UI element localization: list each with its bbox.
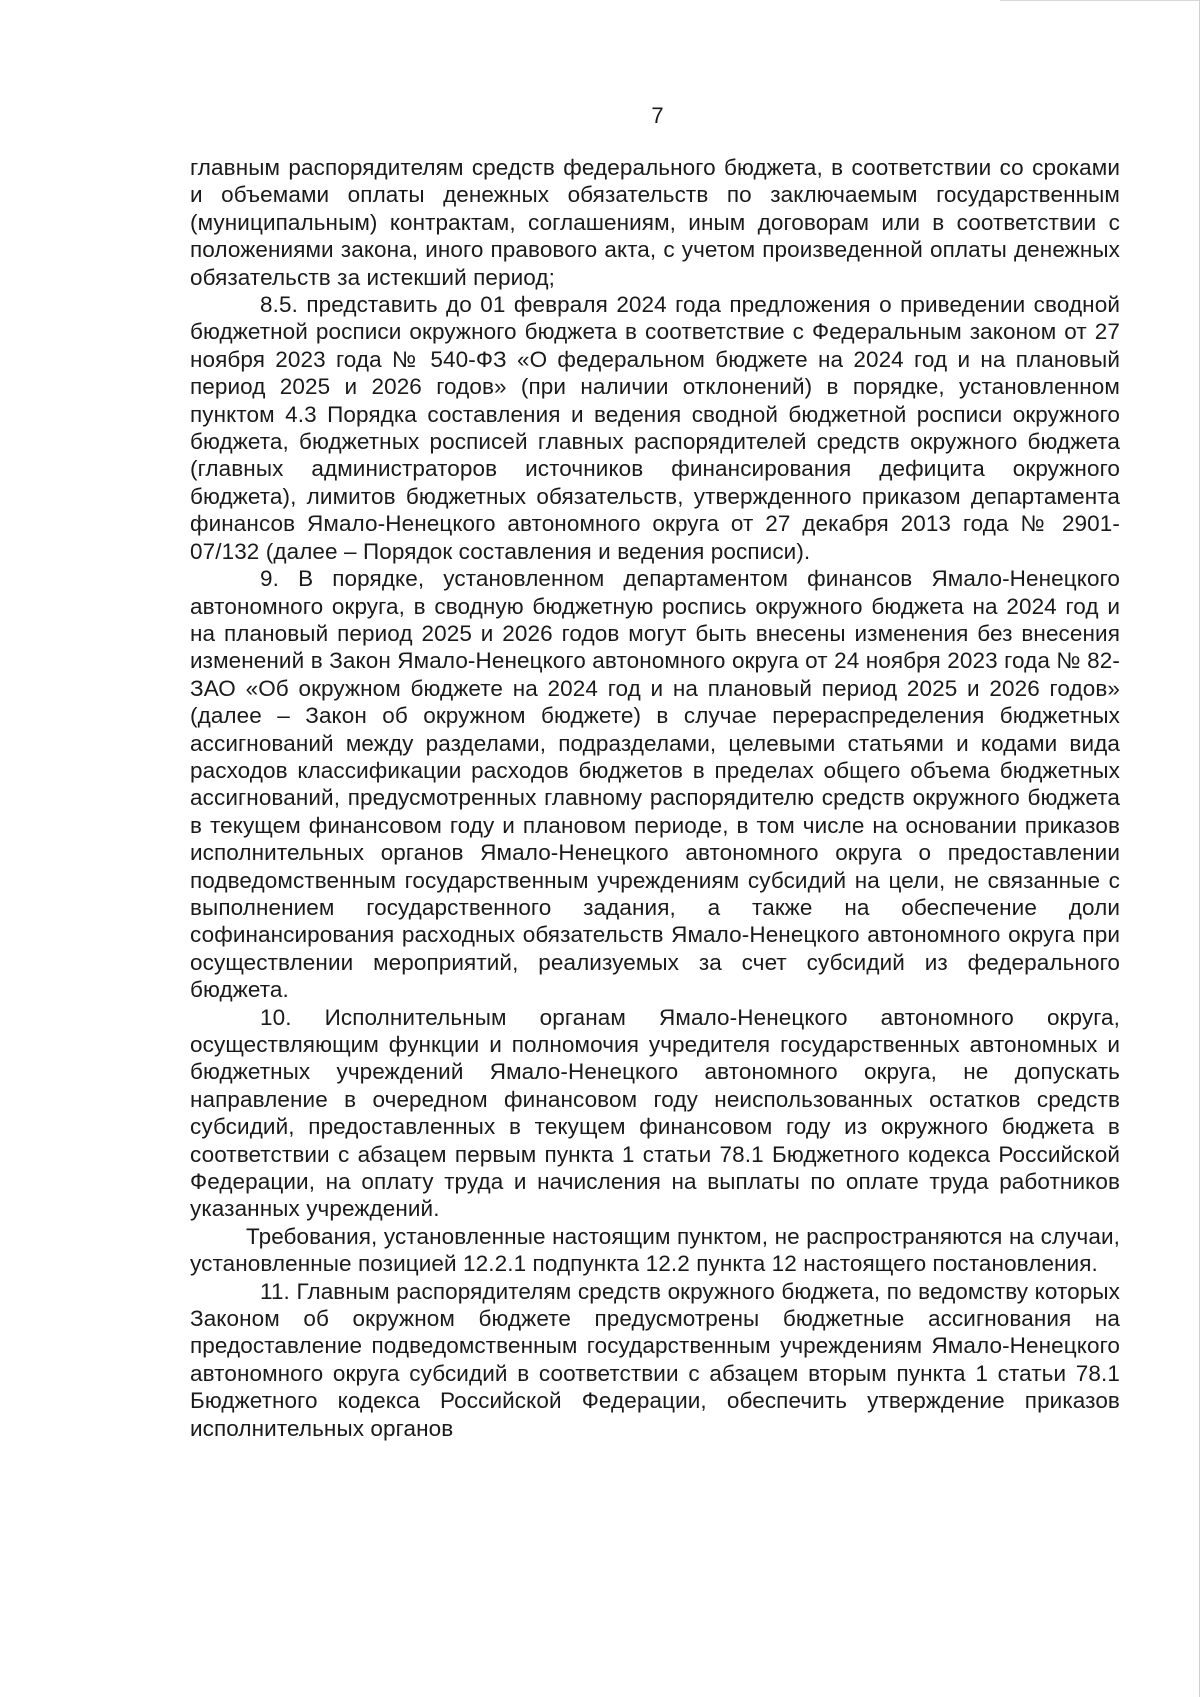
scan-edge-top bbox=[1000, 0, 1200, 1]
paragraph-10: 10. Исполнительным органам Ямало-Ненецкого автономного округа, осуществляющим функции и полномочия учредителя государственных автономных и бюджетных учреждений Ямало-Ненецкого автономного округа, не допускать направление в очередном финансовом году неиспользованных остатков средств субсидий, предоставленных в текущем финансовом году из окружного бюджета в соответствии с абзацем первым пункта 1 статьи 78.1 Бюджетного кодекса Российской Федерации, на оплату труда и начисления на выплаты по оплате труда работников указанных учреждений. bbox=[190, 1004, 1120, 1222]
document-body bbox=[190, 154, 1120, 1442]
paragraph-9: 9. В порядке, установленном департаментом финансов Ямало-Ненецкого автономного округа, в сводную бюджетную роспись окружного бюджета на 2024 год и на плановый период 2025 и 2026 годов могут быть внесены изменения без внесения изменений в Закон Ямало-Ненецкого автономного округа от 24 ноября 2023 года № 82-ЗАО «Об окружном бюджете на 2024 год и на плановый период 2025 и 2026 годов» (далее – Закон об окружном бюджете) в случае перераспределения бюджетных ассигнований между разделами, подразделами, целевыми статьями и кодами вида расходов классификации расходов бюджетов в пределах общего объема бюджетных ассигнований, предусмотренных главному распорядителю средств окружного бюджета в текущем финансовом году и плановом периоде, в том числе на основании приказов исполнительных органов Ямало-Ненецкого автономного округа о предоставлении подведомственным государственным учреждениям субсидий на цели, не связанные с выполнением государственного задания, а также на обеспечение доли софинансирования расходных обязательств Ямало-Ненецкого автономного округа при осуществлении мероприятий, реализуемых за счет субсидий из федерального бюджета. bbox=[190, 566, 1120, 1003]
paragraph-continuation: главным распорядителям средств федерального бюджета, в соответствии со сроками и объемами оплаты денежных обязательств по заключаемым государственным (муниципальным) контрактам, соглашениям, иным договорам или в соответствии с положениями закона, иного правового акта, с учетом произведенной оплаты денежных обязательств за истекший период; bbox=[190, 155, 1120, 290]
page-number: 7 bbox=[651, 103, 664, 128]
paragraph-8-5: 8.5. представить до 01 февраля 2024 года предложения о приведении сводной бюджетной росписи окружного бюджета в соответствие с Федеральным законом от 27 ноября 2023 года № 540-ФЗ «О федеральном бюджете на 2024 год и на плановый период 2025 и 2026 годов» (при наличии отклонений) в порядке, установленном пунктом 4.3 Порядка составления и ведения сводной бюджетной росписи окружного бюджета, бюджетных росписей главных распорядителей средств окружного бюджета (главных администраторов источников финансирования дефицита окружного бюджета), лимитов бюджетных обязательств, утвержденного приказом департамента финансов Ямало-Ненецкого автономного округа от 27 декабря 2013 года № 2901-07/132 (далее – Порядок составления и ведения росписи). bbox=[190, 292, 1120, 564]
paragraph-10-requirements: Требования, установленные настоящим пунктом, не распространяются на случаи, установленные позицией 12.2.1 подпункта 12.2 пункта 12 настоящего постановления. bbox=[190, 1223, 1120, 1277]
paragraph-11: 11. Главным распорядителям средств окружного бюджета, по ведомству которых Законом об окружном бюджете предусмотрены бюджетные ассигнования на предоставление подведомственным государственным учреждениям Ямало-Ненецкого автономного округа субсидий в соответствии с абзацем вторым пункта 1 статьи 78.1 Бюджетного кодекса Российской Федерации, обеспечить утверждение приказов исполнительных органов bbox=[190, 1278, 1120, 1441]
